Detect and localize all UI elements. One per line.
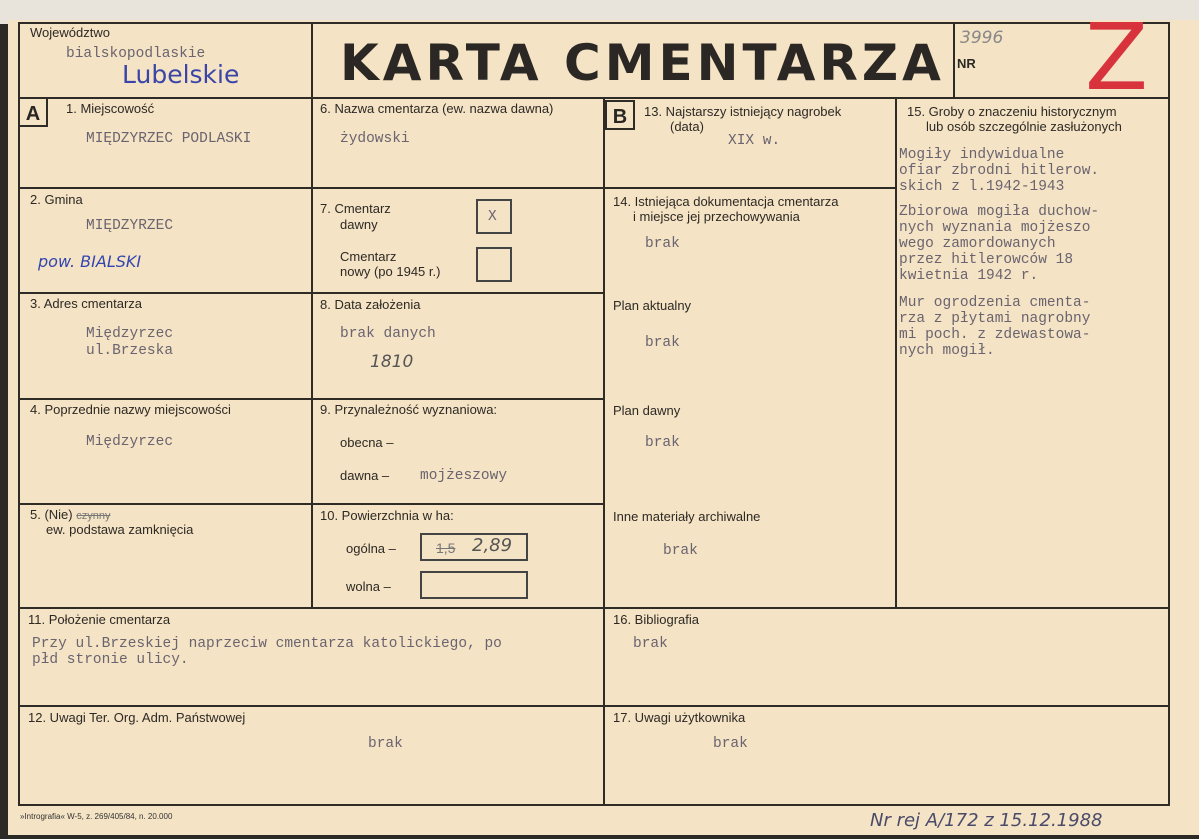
- field-3-label: 3. Adres cmentarza: [30, 296, 142, 311]
- field-9-former-label: dawna –: [340, 468, 390, 483]
- field-8-handwritten: 1810: [370, 352, 414, 372]
- field-10-total-label: ogólna –: [346, 541, 396, 556]
- field-5-prefix: 5. (Nie): [30, 507, 73, 522]
- field-16-value: brak: [633, 636, 668, 652]
- field-1-label: 1. Miejscowość: [66, 101, 155, 116]
- registration-handwritten: Nr rej A/172 z 15.12.1988: [870, 810, 1103, 831]
- field-12-label: 12. Uwagi Ter. Org. Adm. Państwowej: [28, 710, 246, 725]
- field-14-value: brak: [645, 236, 680, 252]
- field-17-label: 17. Uwagi użytkownika: [613, 710, 746, 725]
- other-materials-label: Inne materiały archiwalne: [613, 509, 761, 524]
- page-title: KARTA CMENTARZA: [340, 34, 945, 92]
- plan-current-value: brak: [645, 335, 680, 351]
- field-9-label: 9. Przynależność wyznaniowa:: [320, 402, 498, 417]
- field-11-value: Przy ul.Brzeskiej naprzeciw cmentarza katolickiego, po płd stronie ulicy.: [32, 636, 502, 668]
- field-6-label: 6. Nazwa cmentarza (ew. nazwa dawna): [320, 101, 554, 116]
- field-7-old-label-2: dawny: [340, 217, 378, 232]
- field-3-value-line2: ul.Brzeska: [86, 343, 174, 359]
- field-4-label: 4. Poprzednie nazwy miejscowości: [30, 402, 231, 417]
- printer-imprint: »Intrografia« W-5, z. 269/405/84, n. 20.000: [20, 812, 173, 821]
- field-1-value: MIĘDZYRZEC PODLASKI: [86, 131, 252, 147]
- field-14-label-2: i miejsce jej przechowywania: [633, 209, 800, 224]
- field-13-label-2: (data): [670, 119, 704, 134]
- field-10-label: 10. Powierzchnia w ha:: [320, 508, 454, 523]
- field-15-paragraph-2: Zbiorowa mogiła duchow- nych wyznania mojżeszo wego zamordowanych przez hitlerowców 18 kwietnia 1942 r.: [899, 204, 1100, 284]
- voivodeship-label: Województwo: [30, 25, 110, 40]
- field-4-value: Międzyrzec: [86, 434, 174, 450]
- field-12-value: brak: [368, 736, 403, 752]
- field-10-free-label: wolna –: [346, 579, 391, 594]
- voivodeship-typed: bialskopodlaskie: [66, 46, 206, 62]
- field-2-handwritten: pow. BIALSKI: [38, 252, 142, 271]
- field-13-label: 13. Najstarszy istniejący nagrobek: [644, 104, 842, 119]
- section-a-letter: A: [18, 97, 48, 127]
- nr-label: NR: [957, 56, 976, 71]
- plan-current-label: Plan aktualny: [613, 298, 692, 313]
- plan-old-value: brak: [645, 435, 680, 451]
- old-cemetery-checkbox[interactable]: [476, 199, 512, 234]
- field-9-current-label: obecna –: [340, 435, 394, 450]
- field-11-label: 11. Położenie cmentarza: [28, 612, 171, 627]
- field-14-label: 14. Istniejąca dokumentacja cmentarza: [613, 194, 839, 209]
- new-cemetery-checkbox[interactable]: [476, 247, 512, 282]
- field-7-old-label: 7. Cmentarz: [320, 201, 391, 216]
- red-mark: Z: [1085, 4, 1149, 111]
- field-15-paragraph-3: Mur ogrodzenia cmenta- rza z płytami nagrobny mi poch. z zdewastowa- nych mogił.: [899, 295, 1091, 359]
- total-area-box[interactable]: [420, 533, 528, 561]
- field-5-struck: czynny: [76, 510, 111, 522]
- field-3-value-line1: Międzyrzec: [86, 326, 174, 342]
- field-8-label: 8. Data założenia: [320, 297, 421, 312]
- field-7-new-label: Cmentarz: [340, 249, 397, 264]
- field-17-value: brak: [713, 736, 748, 752]
- field-13-value: XIX w.: [728, 133, 781, 149]
- old-cemetery-check-mark: X: [488, 209, 497, 225]
- voivodeship-stamp: Lubelskie: [122, 60, 240, 89]
- section-b-letter: B: [605, 100, 635, 130]
- field-8-value: brak danych: [340, 326, 436, 342]
- field-15-label: 15. Groby o znaczeniu historycznym: [907, 104, 1117, 119]
- total-area-struck: 1,5: [436, 540, 456, 556]
- total-area-value: 2,89: [472, 535, 513, 556]
- field-5-label-2: ew. podstawa zamknięcia: [46, 522, 194, 537]
- other-materials-value: brak: [663, 543, 698, 559]
- field-16-label: 16. Bibliografia: [613, 612, 699, 627]
- field-9-former-value: mojżeszowy: [420, 468, 508, 484]
- nr-handwritten: 3996: [960, 28, 1004, 48]
- field-7-new-label-2: nowy (po 1945 r.): [340, 264, 441, 279]
- field-6-value: żydowski: [340, 131, 410, 147]
- field-2-value: MIĘDZYRZEC: [86, 218, 174, 234]
- free-area-box[interactable]: [420, 571, 528, 599]
- field-2-label: 2. Gmina: [30, 192, 83, 207]
- field-15-paragraph-1: Mogiły indywidualne ofiar zbrodni hitlerow. skich z l.1942-1943: [899, 147, 1100, 195]
- field-15-label-2: lub osób szczególnie zasłużonych: [926, 119, 1122, 134]
- plan-old-label: Plan dawny: [613, 403, 681, 418]
